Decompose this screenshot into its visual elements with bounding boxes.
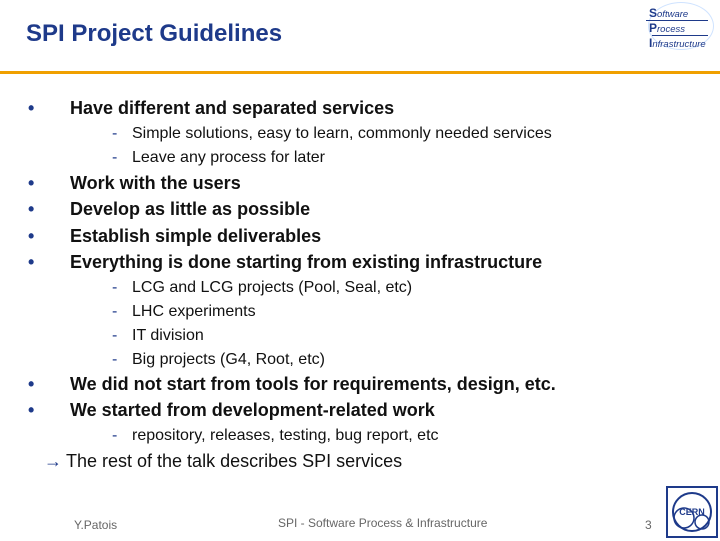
- bullet-dot: •: [28, 226, 35, 246]
- sub-bullet-dash: -: [112, 149, 118, 166]
- logo-line-infrastructure: Infrastructure: [649, 36, 706, 50]
- sub-bullet-dash: -: [112, 279, 118, 296]
- sub-bullet-dash: -: [112, 125, 118, 142]
- sub-bullet-dash: -: [112, 327, 118, 344]
- page-number: 3: [645, 518, 652, 532]
- sub-bullet-dash: -: [112, 351, 118, 368]
- sub-bullet-dash: -: [112, 303, 118, 320]
- conclusion-line: → The rest of the talk describes SPI services: [44, 451, 403, 471]
- sub-bullet-dash: -: [112, 427, 118, 444]
- cern-logo: [666, 486, 718, 538]
- bullet-dot: •: [28, 173, 35, 193]
- cern-logo-icon: [668, 488, 716, 536]
- bullet-dot: •: [28, 98, 35, 118]
- logo-line-software: Software: [649, 6, 689, 20]
- slide-title: SPI Project Guidelines: [26, 20, 283, 47]
- spi-logo: [646, 6, 712, 52]
- right-arrow-icon: →: [44, 451, 62, 471]
- bullet-dot: •: [28, 400, 35, 420]
- bullet-dot: •: [28, 374, 35, 394]
- footer-title: SPI - Software Process & Infrastructure: [278, 516, 488, 530]
- logo-line-process: Process: [649, 21, 685, 35]
- svg-text:CERN: CERN: [679, 507, 705, 517]
- footer-author: Y.Patois: [74, 518, 118, 532]
- bullet-dot: •: [28, 199, 35, 219]
- title-divider: [0, 71, 720, 74]
- bullet-dot: •: [28, 252, 35, 272]
